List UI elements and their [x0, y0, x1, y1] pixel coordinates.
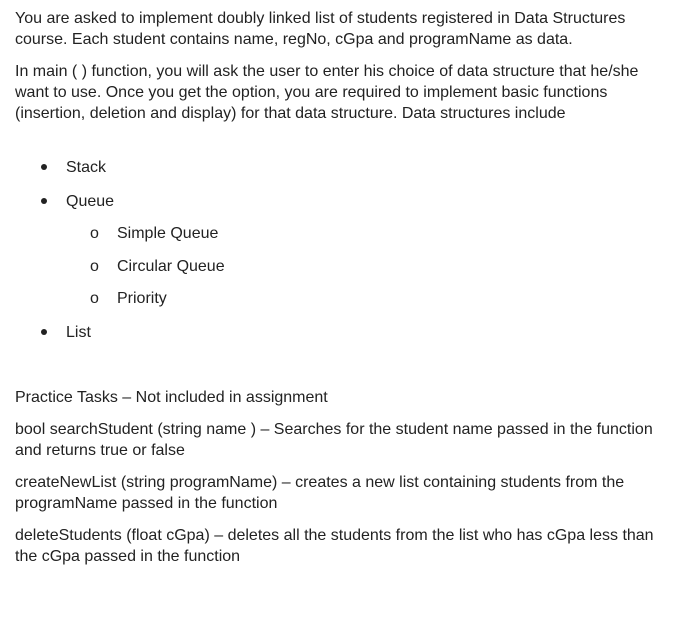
sub-list-item-label: Simple Queue: [117, 225, 219, 242]
sub-list-item-priority: [0, 288, 679, 309]
list-item-label: List: [66, 324, 91, 341]
list-item-label: Queue: [66, 193, 115, 210]
bullet-icon: [41, 164, 47, 170]
bullet-icon: [41, 329, 47, 335]
list-item-list: [0, 322, 679, 343]
list-item-stack: [0, 157, 679, 178]
circle-bullet-icon: o: [90, 225, 99, 242]
practice-task-search-student: bool searchStudent (string name ) – Searches for the student name passed in the function and returns true or false: [15, 421, 653, 459]
bullet-icon: [41, 198, 47, 204]
practice-tasks-heading: Practice Tasks – Not included in assignment: [15, 389, 328, 406]
practice-task-delete-students: deleteStudents (float cGpa) – deletes all the students from the list who has cGpa less than the cGpa passed in the function: [15, 527, 654, 565]
list-item-label: Stack: [66, 159, 107, 176]
sub-list-item-label: Circular Queue: [117, 258, 225, 275]
sub-list-item-label: Priority: [117, 290, 167, 307]
sub-list-item-circular-queue: [0, 256, 679, 277]
practice-task-create-new-list: createNewList (string programName) – creates a new list containing students from the programName passed in the function: [15, 474, 625, 512]
list-item-queue: [0, 191, 679, 212]
circle-bullet-icon: o: [90, 258, 99, 275]
circle-bullet-icon: o: [90, 290, 99, 307]
intro-paragraph-main-function: In main ( ) function, you will ask the user to enter his choice of data structure that he/she want to use. Once you get the option, you are required to implement basic functions (insertion, deletion and display) for that data structure. Data structures include: [15, 63, 639, 122]
intro-paragraph-assignment: You are asked to implement doubly linked list of students registered in Data Structures course. Each student contains name, regNo, cGpa and programName as data.: [15, 10, 626, 48]
sub-list-item-simple-queue: [0, 223, 679, 244]
